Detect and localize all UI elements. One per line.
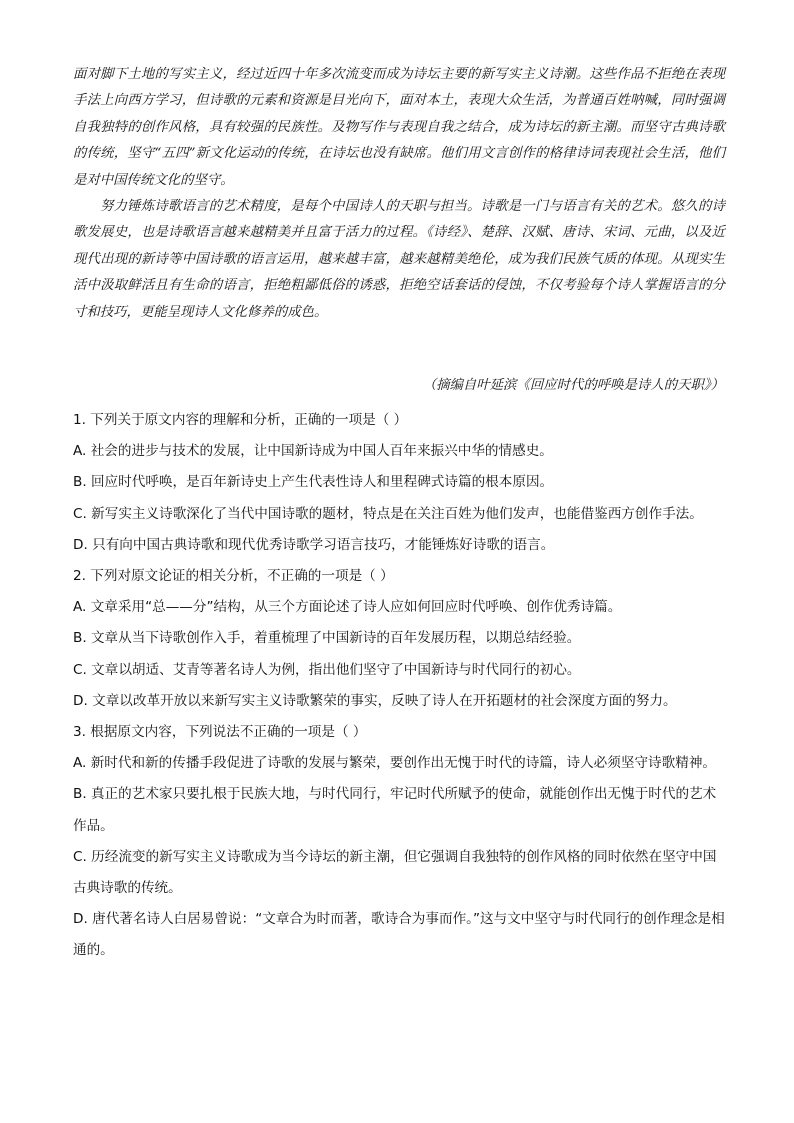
option-d[interactable]: D. 唐代著名诗人白居易曾说：“文章合为时而著，歌诗合为事而作。”这与文中坚守与时代同行的创作理念是相通的。 bbox=[73, 911, 725, 959]
question-1 bbox=[73, 405, 725, 561]
reading-passage bbox=[73, 62, 725, 326]
option-a[interactable]: A. 文章采用“总——分”结构，从三个方面论述了诗人应如何回应时代呼唤、创作优秀诗篇。 bbox=[73, 599, 622, 616]
question-stem: 3. 根据原文内容，下列说法不正确的一项是（ ） bbox=[73, 724, 367, 741]
option-d[interactable]: D. 只有向中国古典诗歌和现代优秀诗歌学习语言技巧，才能锤炼好诗歌的语言。 bbox=[73, 536, 555, 553]
question-2 bbox=[73, 561, 725, 717]
passage-paragraph: 面对脚下土地的写实主义，经过近四十年多次流变而成为诗坛主要的新写实主义诗潮。这些作品不拒绝在表现手法上向西方学习，但诗歌的元素和资源是目光向下，面对本土，表现大众生活，为普通百姓呐喊，同时强调自我独特的创作风格，具有较强的民族性。及物写作与表现自我之结合，成为诗坛的新主潮。而坚守古典诗歌的传统，坚守“五四”新文化运动的传统，在诗坛也没有缺席。他们用文言创作的格律诗词表现社会生活，他们是对中国传统文化的坚守。 bbox=[73, 67, 725, 188]
option-b[interactable]: B. 文章从当下诗歌创作入手，着重梳理了中国新诗的百年发展历程，以期总结经验。 bbox=[73, 630, 581, 647]
question-stem: 1. 下列关于原文内容的理解和分析，正确的一项是（ ） bbox=[73, 412, 408, 428]
option-c[interactable]: C. 文章以胡适、艾青等著名诗人为例，指出他们坚守了中国新诗与时代同行的初心。 bbox=[73, 661, 581, 678]
option-b[interactable]: B. 真正的艺术家只要扎根于民族大地，与时代同行，牢记时代所赋予的使命，就能创作出无愧于时代的艺术作品。 bbox=[73, 786, 717, 834]
option-a[interactable]: A. 新时代和新的传播手段促进了诗歌的发展与繁荣，要创作出无愧于时代的诗篇，诗人必须坚守诗歌精神。 bbox=[73, 755, 717, 772]
option-d[interactable]: D. 文章以改革开放以来新写实主义诗歌繁荣的事实，反映了诗人在开拓题材的社会深度方面的努力。 bbox=[73, 692, 677, 709]
question-3 bbox=[73, 717, 725, 967]
question-stem: 2. 下列对原文论证的相关分析，不正确的一项是（ ） bbox=[73, 568, 394, 585]
option-c[interactable]: C. 历经流变的新写实主义诗歌成为当今诗坛的新主潮，但它强调自我独特的创作风格的同时依然在坚守中国古典诗歌的传统。 bbox=[73, 848, 717, 897]
option-b[interactable]: B. 回应时代呼唤，是百年新诗史上产生代表性诗人和里程碑式诗篇的根本原因。 bbox=[73, 474, 554, 491]
passage-source: （摘编自叶延滨《回应时代的呼唤是诗人的天职》） bbox=[422, 378, 724, 393]
option-a[interactable]: A. 社会的进步与技术的发展，让中国新诗成为中国人百年来振兴中华的情感史。 bbox=[73, 443, 553, 460]
question-list bbox=[73, 405, 725, 967]
passage-paragraph: 努力锤炼诗歌语言的艺术精度，是每个中国诗人的天职与担当。诗歌是一门与语言有关的艺术。悠久的诗歌发展史，也是诗歌语言越来越精美并且富于活力的过程。《诗经》、楚辞、汉赋、唐诗、宋词、元曲，以及近现代出现的新诗等中国诗歌的语言运用，越来越丰富，越来越精美绝伦，成为我们民族气质的体现。从现实生活中汲取鲜活且有生命的语言，拒绝粗鄙低俗的诱惑，拒绝空话套话的侵蚀，不仅考验每个诗人掌握语言的分寸和技巧，更能呈现诗人文化修养的成色。 bbox=[73, 199, 725, 320]
option-c[interactable]: C. 新写实主义诗歌深化了当代中国诗歌的题材，特点是在关注百姓为他们发声，也能借鉴西方创作手法。 bbox=[73, 505, 703, 522]
